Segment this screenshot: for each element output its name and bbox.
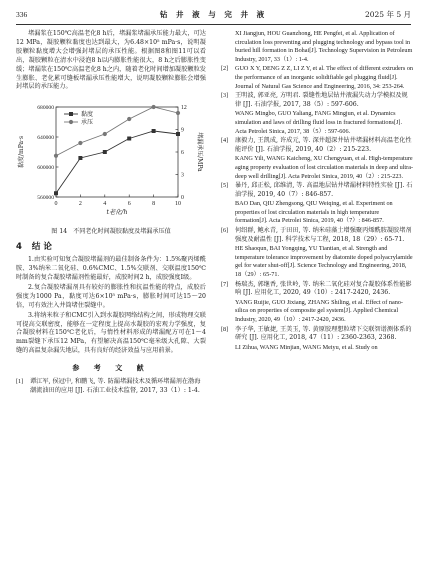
legend-label: 承压 (81, 119, 94, 127)
reference-entry (221, 65, 413, 91)
reference-number: [8] (221, 325, 229, 333)
x-tick-label: 0 (54, 201, 58, 208)
y-right-tick-label: 12 (181, 105, 187, 112)
y-left-tick-label: 680000 (37, 105, 54, 112)
reference-entry (221, 344, 413, 353)
reference-text: KANG Yili, WANG Kaicheng, XU Chengyuan, et al. High-temperature aging property evaluation of lost circulation materials in deep and ultra-deep well drilling[J]. Acta Petrolei Sinica, 2019, 40（2）: 215-223. (235, 155, 414, 180)
series-point (78, 141, 82, 145)
reference-entry (221, 137, 413, 154)
reference-text: 康毅力, 王凯成, 许成元, 等. 深井超深井钻井堵漏材料高温老化性能评价 [J]. 石油学报, 2019, 40（2）: 215-223. (235, 137, 412, 153)
section-title: 结 论 (31, 242, 52, 253)
chart-svg (16, 97, 206, 225)
reference-entry (221, 182, 413, 199)
reference-text: XI Jiangjun, HOU Guanzhong, HE Pengfei, et al. Application of circulation loss preventing and plugging technology and bypass tool in buried hill formation in Bohai[J]. Technology Supervision in Petroleum Industry, 2017, 33（1）: 1-4. (235, 30, 413, 63)
x-tick-label: 10 (175, 201, 181, 208)
left-column (16, 30, 206, 396)
y-left-tick-label: 560000 (37, 195, 54, 202)
reference-entry (221, 227, 413, 244)
reference-number: [1] (16, 378, 24, 386)
reference-text: 李子华, 王敏捷, 王美玉, 等. 黄原胶理想粒堵下交联智谱测体系的研究 [J]. 应用化工, 2018, 47（11）: 2360-2363, 2368. (235, 325, 412, 342)
series-point (152, 129, 156, 133)
y-left-tick-label: 600000 (37, 165, 54, 172)
reference-entry (221, 200, 413, 226)
reference-number: [5] (221, 182, 229, 190)
series-point (103, 132, 107, 136)
y-left-tick-label: 640000 (37, 135, 54, 142)
reference-entry (221, 155, 413, 181)
right-column (221, 30, 413, 353)
conclusion-item: 2.复合凝胶堵漏剂具有较好的膨胀性和抗温性能的特点，成胶后强度为1000 Pa，黏度可达6×10⁵ mPa·s，膨胀时间可达15～20倍，可有效注入井筒堵住裂缝中。 (16, 283, 206, 309)
section-heading (16, 243, 206, 252)
series-point (78, 156, 82, 160)
reference-text: 何绍群, 鲍永青, 于田田, 等. 纳米硅藻土增强聚丙烯酰胺凝胶堵剂强度及耐温性 [J]. 科学技术与工程, 2018, 18（29）: 65-71. (235, 227, 412, 243)
references-title: 参 考 文 献 (72, 363, 150, 373)
reference-text: YANG Ruijie, GUO Jixiang, ZHANG Shiling, et al. Effect of nano-silica on properties of composite gel system[J]. Applied Chemical Industry, 2020, 49（10）: 2417-2420, 2436. (235, 298, 403, 323)
figure-14-chart (16, 97, 206, 225)
reference-entry (221, 30, 413, 64)
reference-entry (221, 326, 413, 343)
reference-entry (221, 92, 413, 109)
y-right-tick-label: 9 (181, 127, 184, 134)
x-tick-label: 6 (127, 201, 131, 208)
reference-text: 杨瑞杰, 郭继香, 张世岭, 等. 纳米二氧化硅对复合凝胶体系性能影响 [J]. 应用化工, 2020, 49（10）: 2417-2420, 2436. (235, 280, 412, 297)
reference-text: LI Zihua, WANG Minjian, WANG Meiyu, et al. Study on (235, 343, 378, 351)
references-list (221, 30, 413, 352)
x-axis-label: t老化/h (106, 209, 128, 217)
series-point (127, 137, 131, 141)
legend-label: 黏度 (81, 111, 94, 119)
conclusion-item: 3.将纳米粒子和CMC引入到水凝胶网络结构之间，形成物理交联可提高交联密度，能够在一定程度上提高水凝胶的宏观力学强度，复合凝胶材料在150℃老化后，与惰性材料形成的堵漏配方可在1～4 mm裂缝下承压12 MPa，有望解决高温150℃毫米级大孔隙、大裂缝的高温复杂漏失地层，具有良好的经济效益与应用前景。 (16, 311, 206, 355)
y-right-axis-label: 堵漏承压/MPa (196, 132, 203, 173)
conclusions-list (16, 256, 206, 395)
legend-marker (69, 112, 73, 116)
reference-entry (221, 245, 413, 279)
x-tick-label: 8 (152, 201, 156, 208)
plot-frame (56, 107, 178, 197)
series-point (127, 117, 131, 121)
y-right-tick-label: 6 (181, 150, 184, 157)
reference-entry (16, 378, 206, 395)
series-point (176, 111, 180, 115)
reference-text: HE Shaoqun, BAI Yongqing, YU Tiantian, et al. Strength and temperature tolerance improvement by diatomite doped polyacrylamide gel for water shut-off[J]. Science Technology and Engineering, 2018, 18（29）: 65-71. (235, 245, 413, 279)
reference-number: [6] (221, 227, 229, 235)
reference-number: [7] (221, 280, 229, 288)
series-point (54, 154, 58, 158)
reference-entry (221, 110, 413, 136)
body-paragraph: 堵漏浆在150℃高温老化8 h后，堵漏浆堵漏承压能力最大，可达12 MPa，凝胶颗粒黏度也达到最大，为6.48×10⁵ mPa·s，说明凝胶颗粒黏度增大会增强封堵层的承压性能。根据图8和图11可以看出，凝胶颗粒在清水中浸泡8 h以内膨胀性能很大，8 h之后膨胀性变缓；堵漏浆在150℃高温老化8 h之内，随着老化时间增加凝胶颗粒发生膨胀、老化累可缝板堵漏承压性能增大，说明凝胶颗粒膨胀会增强封堵层的承压能力。 (16, 30, 206, 91)
reference-text: 谭江军, 侯冠中, 和鹏飞, 等. 防漏堵漏技术及循环堵漏剂在渤海潮流油田的应用 [J]. 石油工业技术监督, 2017, 33（1）: 1-4. (30, 378, 201, 394)
figure-caption: 图 14 不同老化时间凝胶黏度及堵漏承压值 (51, 228, 171, 236)
page-header (16, 8, 411, 22)
header-rule (16, 24, 411, 25)
series-point (152, 105, 156, 109)
series-point (103, 150, 107, 154)
reference-entry (221, 281, 413, 298)
reference-text: BAO Dan, QIU Zhengsong, QIU Weiqing, et al. Experiment on properties of lost circulation materials in high temperature formation[J]. Acta Petrolei Sinica, 2019, 40（7）: 846-857. (235, 200, 393, 225)
page-number: 336 (16, 10, 28, 19)
reference-text: 暴丹, 邱正松, 邱维清, 等. 高温地层钻井堵漏材料特性实验 [J]. 石油学报, 2019, 40（7）: 846-857. (235, 182, 413, 198)
series-point (54, 192, 58, 196)
issue-date: 2025 年 5 月 (364, 10, 411, 19)
x-tick-label: 4 (103, 201, 107, 208)
reference-text: WANG Mingbo, GUO Yaliang, FANG Mingjun, et al. Dynamics simulation and laws of drilling fluid loss in fractured formations[J]. Acta Petrolei Sinica, 2017, 38（5）: 597-606. (235, 110, 403, 135)
reference-entry (221, 299, 413, 325)
reference-number: [4] (221, 137, 229, 145)
y-right-tick-label: 3 (181, 172, 184, 179)
x-tick-label: 2 (78, 201, 82, 208)
reference-number: [2] (221, 65, 229, 73)
y-right-tick-label: 0 (181, 195, 184, 202)
section-number: 4 (16, 242, 22, 253)
reference-text: 王明波, 郭亚亮, 方明君. 裂缝性地层钻井液漏失动力学模拟及规律 [J]. 石油学报, 2017, 38（5）: 597-606. (235, 92, 408, 108)
y-left-axis-label: 黏度/mPa·s (18, 136, 25, 169)
series-line-0 (56, 131, 178, 193)
journal-title: 钻 井 液 与 完 井 液 (159, 10, 268, 19)
reference-number: [3] (221, 92, 229, 100)
reference-text: GUO X Y, DENG Z Z, LI Z Y, et al. The effect of different extruders on the performance of an inorganic solidifiable gel plugging fluid[J]. Journal of Natural Gas Science and Engineering, 2016, 34: 253-264. (235, 65, 414, 90)
conclusion-item: 1.由实验可知复合凝胶堵漏剂的最佳制备条件为：1.5%聚丙烯酰胺、3%纳米二氧化硅、0.6%CMC、1.5%交联剂、交联温度150℃时制备的复合凝胶堵漏剂性能最好，成胶时间2 h，成胶强度I级。 (16, 256, 206, 281)
legend-marker (69, 120, 73, 124)
series-point (176, 132, 180, 136)
